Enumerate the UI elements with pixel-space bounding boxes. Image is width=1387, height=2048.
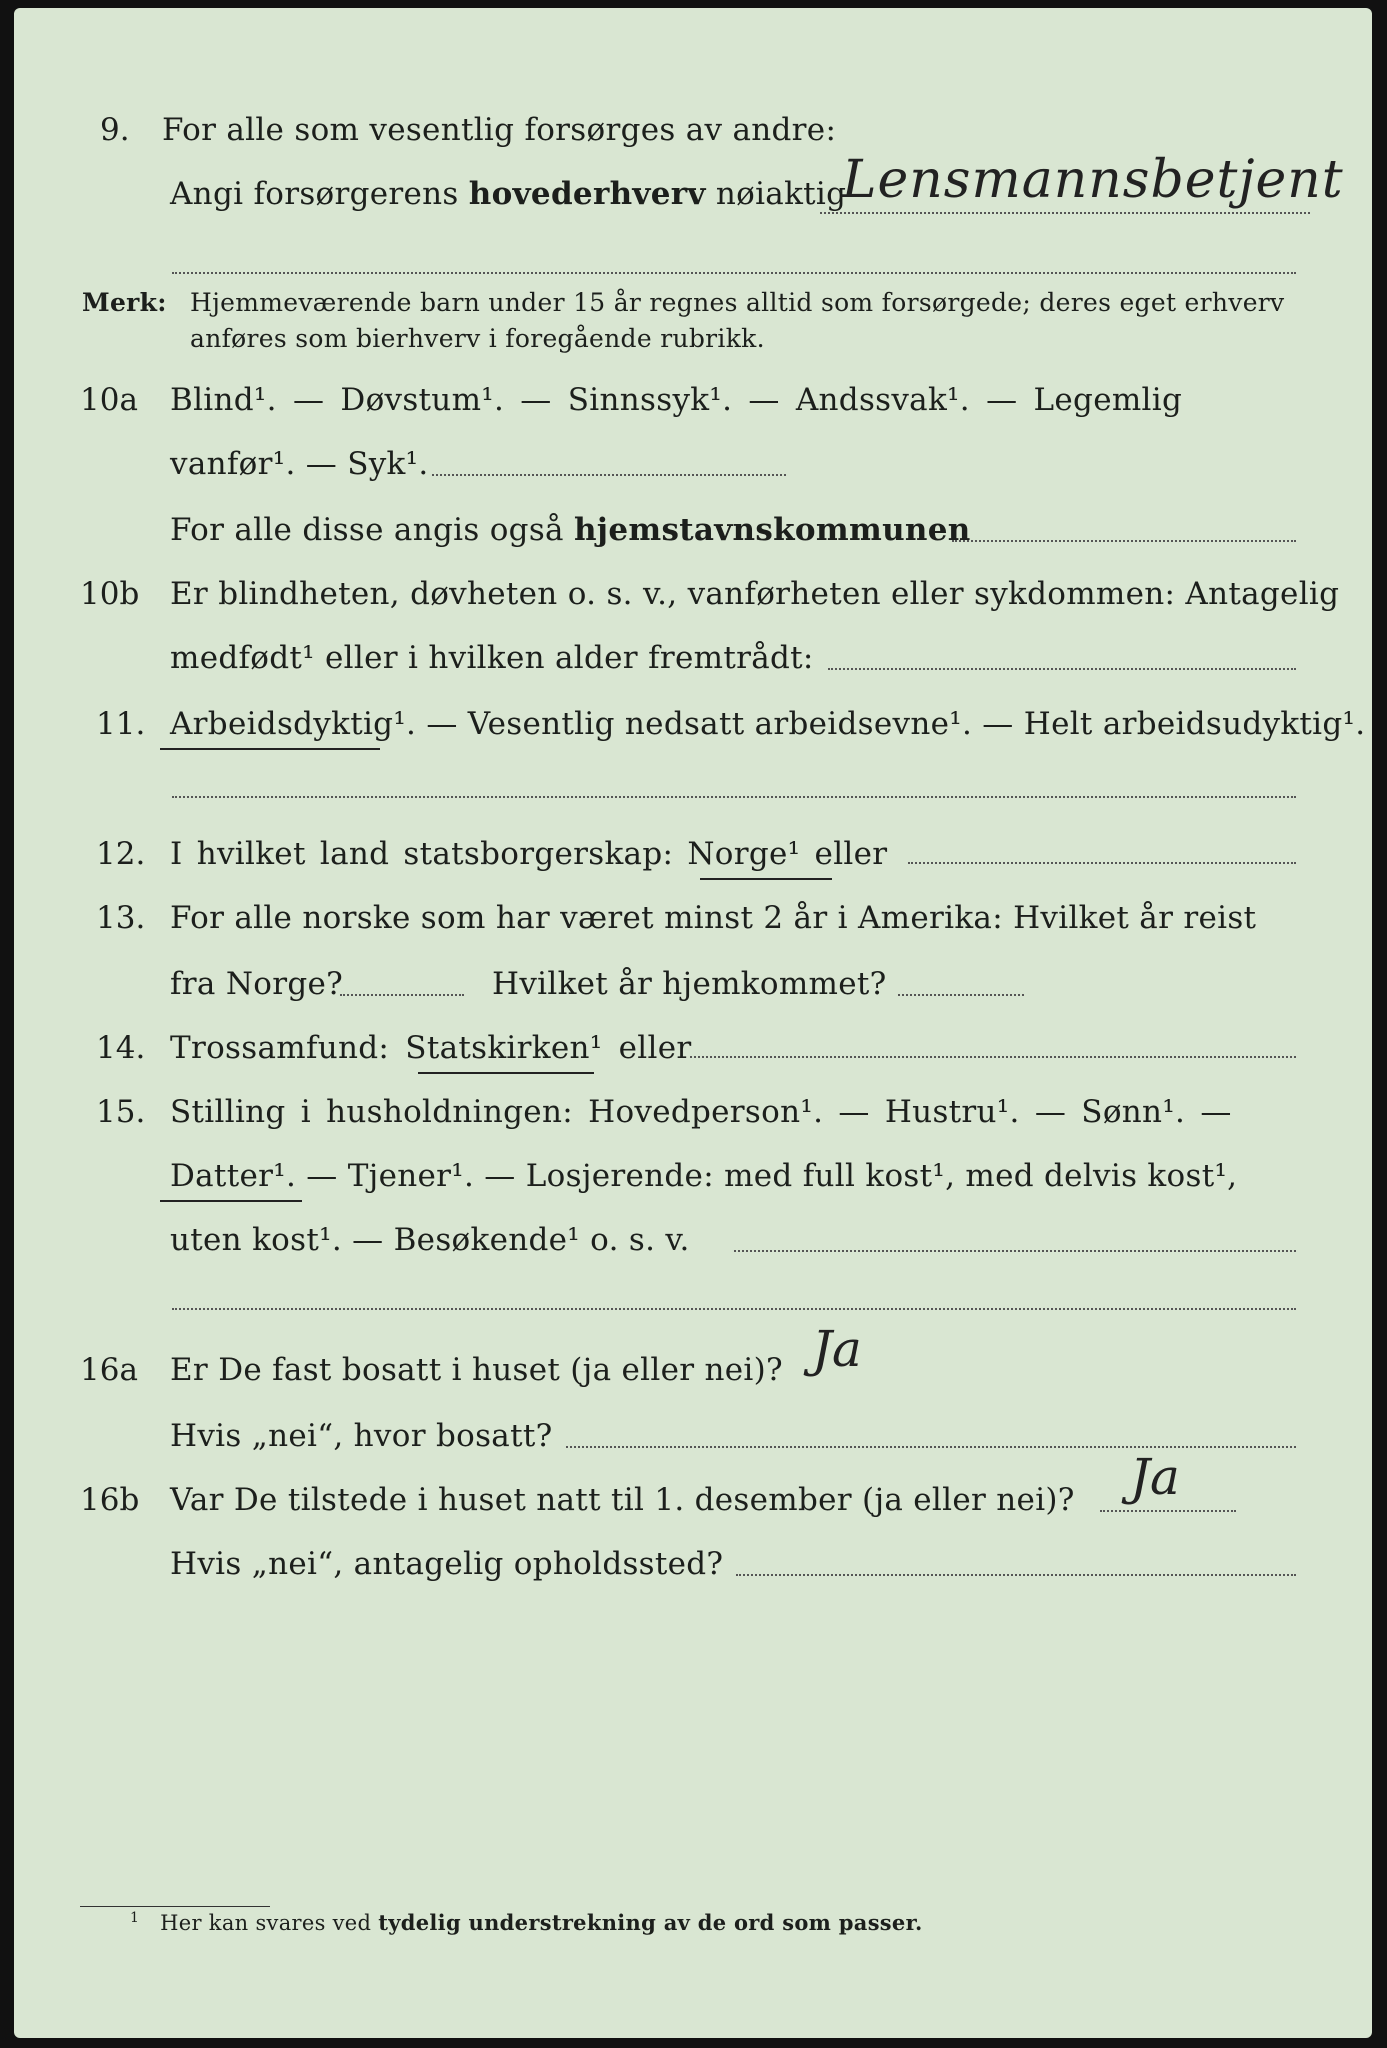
q12-line1: I hvilket land statsborgerskap: Norge¹ eller — [170, 836, 888, 872]
q14-underline-statskirken — [418, 1072, 594, 1074]
q15-dotted-line-2 — [172, 1308, 1296, 1310]
q16a-number: 16a — [80, 1352, 138, 1388]
q10b-line2: medfødt¹ eller i hvilken alder fremtrådt: — [170, 640, 814, 676]
q16b-dotted-line — [736, 1574, 1296, 1576]
q14-dotted-line — [690, 1056, 1296, 1058]
q15-line3: uten kost¹. — Besøkende¹ o. s. v. — [170, 1222, 690, 1258]
q12-number: 12. — [96, 836, 146, 872]
q13-line2a: fra Norge? — [170, 966, 344, 1002]
merk-line2: anføres som bierhverv i foregående rubrikk. — [190, 324, 765, 353]
q10b-dotted-line — [828, 668, 1296, 670]
q14-number: 14. — [96, 1030, 146, 1066]
q10a-dotted-line — [432, 474, 786, 476]
q10a-number: 10a — [80, 382, 138, 418]
q16b-line1: Var De tilstede i huset natt til 1. desember (ja eller nei)? — [170, 1482, 1075, 1518]
q11-underline-arbeidsdyktig — [160, 748, 380, 750]
q16b-line2: Hvis „nei“, antagelig opholdssted? — [170, 1546, 724, 1582]
q15-number: 15. — [96, 1094, 146, 1130]
q13-dotted-line-year-returned — [898, 994, 1024, 996]
q13-dotted-line-year-left — [340, 994, 464, 996]
q15-line2: Datter¹. — Tjener¹. — Losjerende: med full kost¹, med delvis kost¹, — [170, 1158, 1238, 1194]
q16b-handwritten-answer: Ja — [1130, 1448, 1180, 1506]
q11-dotted-line — [172, 796, 1296, 798]
q16a-handwritten-answer: Ja — [812, 1320, 862, 1378]
q16b-number: 16b — [80, 1482, 140, 1518]
q13-line2b: Hvilket år hjemkommet? — [492, 966, 887, 1002]
q10b-number: 10b — [80, 576, 140, 612]
q10a-line2: vanfør¹. — Syk¹. — [170, 446, 429, 482]
q13-number: 13. — [96, 900, 146, 936]
q11-number: 11. — [96, 706, 146, 742]
merk-label: Merk: — [82, 288, 167, 317]
q10a-dotted-line-2 — [952, 540, 1296, 542]
footnote: $^1$ Her kan svares ved tydelig understrekning av de ord som passer. — [130, 1910, 923, 1935]
q15-underline-datter — [160, 1200, 302, 1202]
q16a-line2: Hvis „nei“, hvor bosatt? — [170, 1418, 553, 1454]
q10a-line1: Blind¹. — Døvstum¹. — Sinnssyk¹. — Andssvak¹. — Legemlig — [170, 382, 1183, 418]
q16a-line1: Er De fast bosatt i huset (ja eller nei)? — [170, 1352, 783, 1388]
q9-line2: Angi forsørgerens hovederhverv nøiaktig — [170, 176, 847, 212]
q9-number: 9. — [100, 112, 130, 148]
q12-underline-norge — [700, 878, 832, 880]
q13-line1: For alle norske som har været minst 2 år i Amerika: Hvilket år reist — [170, 900, 1257, 936]
q9-handwritten-answer: Lensmannsbetjent — [842, 150, 1344, 210]
q16b-dotted-line-answer — [1100, 1510, 1236, 1512]
merk-line1: Hjemmeværende barn under 15 år regnes alltid som forsørgede; deres eget erhverv — [190, 288, 1285, 317]
q9-line1: For alle som vesentlig forsørges av andre: — [162, 112, 837, 148]
q10b-line1: Er blindheten, døvheten o. s. v., vanførheten eller sykdommen: Antagelig — [170, 576, 1340, 612]
q9-dotted-line — [820, 212, 1310, 214]
q10a-line3: For alle disse angis også hjemstavnskommunen — [170, 512, 971, 548]
footnote-rule — [80, 1906, 270, 1907]
q16a-dotted-line — [566, 1446, 1296, 1448]
q14-line1: Trossamfund: Statskirken¹ eller — [170, 1030, 692, 1066]
q12-dotted-line — [908, 862, 1296, 864]
q15-line1: Stilling i husholdningen: Hovedperson¹. — Hustru¹. — Sønn¹. — — [170, 1094, 1232, 1130]
q9-dotted-line-2 — [172, 272, 1296, 274]
q15-dotted-line — [734, 1250, 1296, 1252]
q11-line1: Arbeidsdyktig¹. — Vesentlig nedsatt arbeidsevne¹. — Helt arbeidsudyktig¹. — [170, 706, 1366, 742]
